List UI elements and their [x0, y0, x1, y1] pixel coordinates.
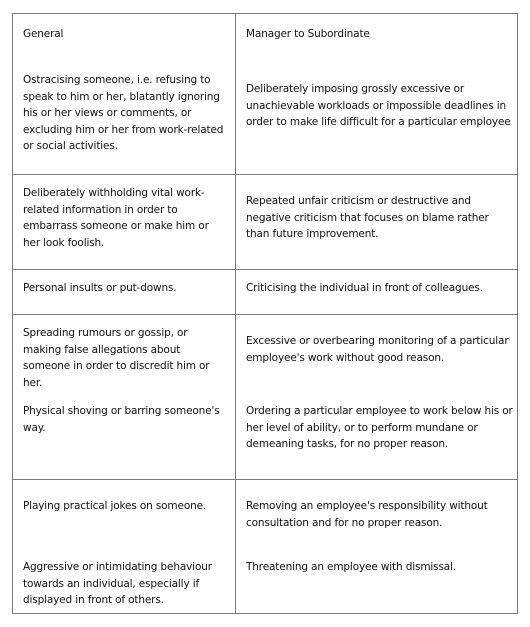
- table-row: [13, 174, 517, 270]
- bullying-examples-table: [12, 13, 518, 614]
- table-row: [13, 314, 517, 480]
- header-general: General: [23, 28, 64, 40]
- table-row: [13, 269, 517, 315]
- manager-item: Ordering a particular employee to work below his or her level of ability, or to perform mundane or demeaning tasks, for no proper reason.: [246, 405, 513, 450]
- table-row: [13, 479, 517, 614]
- header-manager-to-subordinate: Manager to Subordinate: [246, 28, 370, 40]
- manager-item: Threatening an employee with dismissal.: [246, 561, 457, 573]
- general-item: Deliberately withholding vital work-related information in order to embarrass someone or make him or her look foolish.: [23, 187, 209, 249]
- general-item: Physical shoving or barring someone's way.: [23, 405, 220, 434]
- manager-item: Excessive or overbearing monitoring of a particular employee's work without good reason.: [246, 335, 509, 364]
- table-row: [13, 14, 517, 174]
- general-item: Spreading rumours or gossip, or making false allegations about someone in order to discredit him or her.: [23, 327, 210, 389]
- general-item: Personal insults or put-downs.: [23, 282, 177, 294]
- manager-item: Deliberately imposing grossly excessive or unachievable workloads or impossible deadlines in order to make life difficult for a particular employee: [246, 83, 511, 128]
- general-item: Aggressive or intimidating behaviour towards an individual, especially if displayed in front of others.: [23, 561, 212, 606]
- general-item: Ostracising someone, i.e. refusing to speak to him or her, blatantly ignoring his or her views or comments, or excluding him or her from work-related or social activities.: [23, 74, 224, 152]
- manager-item: Repeated unfair criticism or destructive and negative criticism that focuses on blame rather than future improvement.: [246, 195, 489, 240]
- manager-item: Removing an employee's responsibility without consultation and for no proper reason.: [246, 500, 488, 529]
- manager-item: Criticising the individual in front of colleagues.: [246, 282, 483, 294]
- general-item: Playing practical jokes on someone.: [23, 500, 207, 512]
